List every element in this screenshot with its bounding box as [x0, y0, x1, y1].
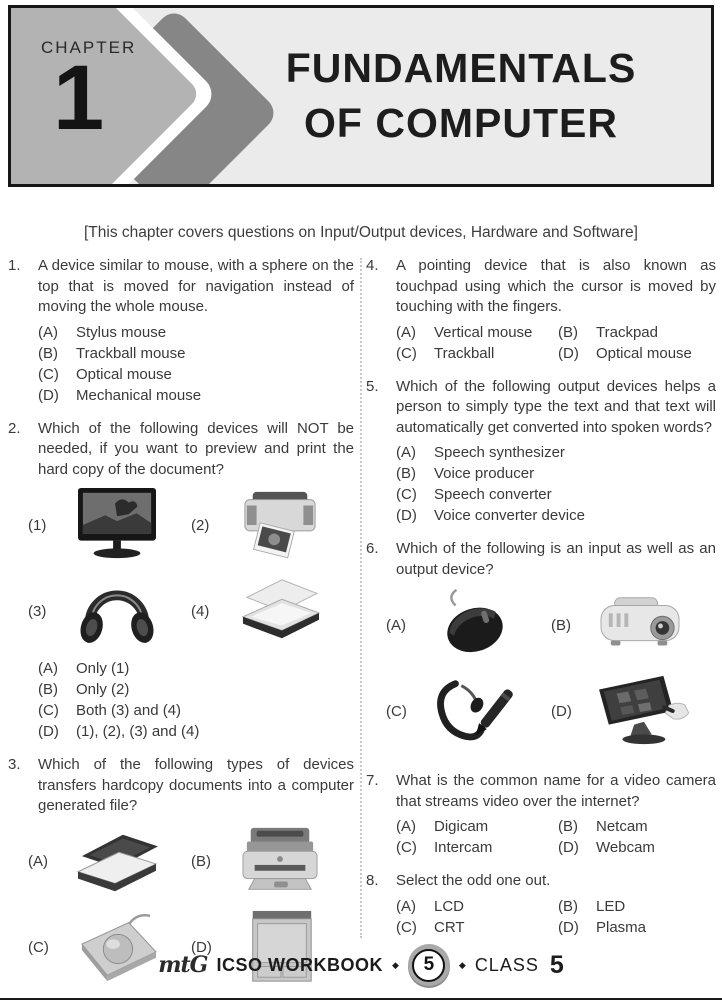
- chapter-scope-note: [This chapter covers questions on Input/Output devices, Hardware and Software]: [84, 224, 638, 241]
- page-footer: [0, 944, 722, 986]
- title-line-1: FUNDAMENTALS: [285, 45, 637, 91]
- headphones-image: [66, 572, 168, 650]
- option-a: (A) LCD: [396, 897, 465, 915]
- question-number: 5.: [366, 377, 379, 395]
- chapter-label: CHAPTER: [41, 38, 137, 57]
- option-b: (B) Only (2): [38, 681, 130, 698]
- option-d: (D) Optical mouse: [558, 344, 692, 362]
- mtg-logo: mtG: [158, 952, 208, 978]
- projector-image: [589, 586, 691, 664]
- question-text: What is the common name for a video camera that streams video over the internet?: [396, 772, 716, 810]
- monitor-image: [66, 486, 168, 564]
- computer-mouse-image: [424, 586, 526, 664]
- question-4: [366, 256, 716, 364]
- question-6: [366, 539, 716, 758]
- question-2: [8, 419, 354, 743]
- figure-trackball: (C): [28, 909, 191, 987]
- question-text: Select the odd one out.: [396, 872, 551, 889]
- figure-scanner-open: (4): [191, 572, 354, 650]
- figure-mouse: (A): [386, 586, 551, 664]
- option-a: (A) Stylus mouse: [38, 323, 167, 341]
- laser-printer-image: [229, 823, 331, 901]
- question-text: Which of the following is an input as well as an output device?: [396, 540, 716, 578]
- flatbed-scanner-image: [66, 823, 168, 901]
- option-c: (C) Intercam: [396, 839, 493, 856]
- question-number: 8.: [366, 872, 379, 889]
- question-1: [8, 256, 354, 406]
- option-d: (D) Plasma: [558, 918, 647, 936]
- option-a: (A) Only (1): [38, 660, 130, 677]
- option-d: (D) Voice converter device: [396, 507, 585, 524]
- question-number: 3.: [8, 756, 21, 773]
- figure-projector: (B): [551, 586, 716, 664]
- question-number: 2.: [8, 419, 21, 437]
- question-columns: [8, 256, 716, 956]
- option-a: (A) Vertical mouse: [396, 323, 533, 341]
- digital-pen-image: [424, 672, 526, 750]
- option-d: (D) (1), (2), (3) and (4): [38, 723, 200, 740]
- option-d: (D) Mechanical mouse: [38, 386, 202, 404]
- option-b: (B) LED: [558, 897, 626, 915]
- question-text: Which of the following devices will NOT be needed, if you want to preview and print the hard copy of the document?: [38, 419, 354, 478]
- option-c: (C) Optical mouse: [38, 365, 172, 383]
- figure-inkjet-printer: (2): [191, 486, 354, 564]
- inkjet-printer-image: [229, 486, 331, 564]
- option-a: (A) Digicam: [396, 818, 489, 835]
- page-number-badge: [408, 944, 450, 986]
- option-d: (D) Webcam: [558, 839, 655, 856]
- option-b: (B) Netcam: [558, 818, 648, 835]
- chapter-box: [11, 8, 201, 184]
- question-text: Which of the following types of devices transfers hardcopy documents into a computer generated file?: [38, 756, 354, 814]
- touchscreen-monitor-image: [589, 672, 691, 750]
- question-text: Which of the following output devices helps a person to simply type the text and that text will automatically get converted into spoken words?: [396, 377, 716, 436]
- question-5: [366, 377, 716, 527]
- figure-digital-pen: (C): [386, 672, 551, 750]
- left-column: [8, 256, 354, 956]
- class-number: 5: [549, 950, 564, 979]
- option-a: (A) Speech synthesizer: [396, 444, 565, 461]
- question-text: A device similar to mouse, with a sphere on the top that is moved for navigation instead of moving the whole mouse.: [38, 257, 354, 315]
- right-column: [366, 256, 716, 938]
- figure-touchscreen: (D): [551, 672, 716, 750]
- option-b: (B) Voice producer: [396, 465, 535, 482]
- option-b: (B) Trackball mouse: [38, 344, 186, 362]
- question-8: [366, 871, 716, 938]
- option-c: (C) Speech converter: [396, 486, 552, 503]
- series-title: ICSO WORKBOOK: [216, 954, 383, 975]
- question-7: [366, 771, 716, 858]
- title-line-2: OF COMPUTER: [304, 100, 618, 146]
- page-title: [221, 8, 701, 184]
- figure-headphones: (3): [28, 572, 191, 650]
- figure-flatbed-scanner: (A): [28, 823, 191, 901]
- chapter-number: 1: [53, 47, 105, 149]
- option-b: (B) Trackpad: [558, 323, 658, 341]
- question-number: 6.: [366, 540, 379, 557]
- diamond-icon: ◆: [391, 959, 399, 970]
- chapter-header: [8, 5, 714, 187]
- option-c: (C) Trackball: [396, 344, 495, 362]
- question-number: 4.: [366, 257, 379, 274]
- diamond-icon: ◆: [458, 959, 466, 970]
- question-text: A pointing device that is also known as touchpad using which the cursor is moved by touching with the fingers.: [396, 257, 716, 315]
- option-c: (C) Both (3) and (4): [38, 702, 182, 719]
- class-label: CLASS: [474, 954, 539, 975]
- question-number: 1.: [8, 257, 21, 274]
- option-c: (C) CRT: [396, 918, 465, 936]
- figure-monitor: (1): [28, 486, 191, 564]
- figure-laser-printer: (B): [191, 823, 354, 901]
- question-number: 7.: [366, 772, 379, 789]
- column-divider: [360, 258, 362, 938]
- figure-touchpad: (D): [191, 909, 354, 987]
- scanner-open-image: [229, 572, 331, 650]
- page-number: 5: [412, 949, 445, 982]
